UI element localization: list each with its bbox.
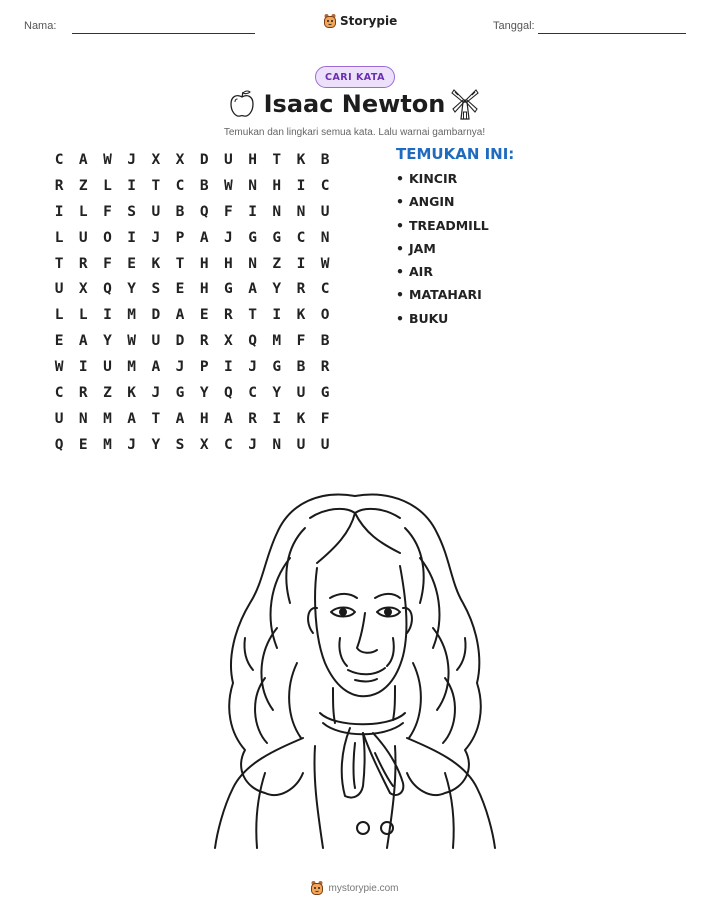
grid-letter[interactable]: M <box>272 333 282 350</box>
grid-letter[interactable]: X <box>78 281 88 298</box>
grid-letter[interactable]: G <box>224 281 233 298</box>
grid-letter[interactable]: J <box>175 359 185 376</box>
grid-letter[interactable]: I <box>127 229 137 246</box>
grid-letter[interactable]: U <box>296 384 306 401</box>
grid-letter[interactable]: T <box>248 307 257 324</box>
grid-letter[interactable]: Q <box>224 384 233 401</box>
grid-letter[interactable]: T <box>175 255 185 272</box>
grid-letter[interactable]: F <box>224 203 233 220</box>
grid-letter[interactable]: A <box>151 359 161 376</box>
grid-letter[interactable]: K <box>151 255 161 272</box>
grid-letter[interactable]: A <box>224 410 233 427</box>
windmill-icon <box>450 88 480 120</box>
grid-letter[interactable]: A <box>175 410 185 427</box>
grid-letter[interactable]: K <box>296 410 306 427</box>
grid-letter[interactable]: H <box>199 281 209 298</box>
grid-letter[interactable]: G <box>272 359 282 376</box>
grid-row <box>47 147 337 173</box>
grid-letter[interactable]: L <box>103 177 112 194</box>
grid-row <box>47 406 337 432</box>
grid-letter[interactable]: C <box>175 177 185 194</box>
grid-letter[interactable]: H <box>199 410 209 427</box>
grid-letter[interactable]: Z <box>103 384 112 401</box>
grid-letter[interactable]: T <box>151 410 161 427</box>
grid-letter[interactable]: U <box>103 359 112 376</box>
grid-letter[interactable]: N <box>272 436 282 453</box>
grid-letter[interactable]: I <box>78 359 88 376</box>
grid-letter[interactable]: R <box>54 177 64 194</box>
grid-letter[interactable]: F <box>103 203 112 220</box>
grid-letter[interactable]: C <box>320 177 330 194</box>
grid-row <box>47 328 337 354</box>
grid-letter[interactable]: U <box>320 436 330 453</box>
grid-letter[interactable]: R <box>296 281 306 298</box>
grid-letter[interactable]: C <box>54 384 64 401</box>
grid-letter[interactable]: R <box>224 307 233 324</box>
grid-letter[interactable]: J <box>248 359 257 376</box>
grid-letter[interactable]: U <box>54 410 64 427</box>
grid-letter[interactable]: N <box>296 203 306 220</box>
grid-letter[interactable]: U <box>320 203 330 220</box>
grid-letter[interactable]: H <box>272 177 282 194</box>
grid-letter[interactable]: W <box>320 255 330 272</box>
grid-letter[interactable]: J <box>127 151 137 168</box>
grid-letter[interactable]: F <box>320 410 330 427</box>
grid-letter[interactable]: Z <box>78 177 88 194</box>
grid-letter[interactable]: X <box>151 151 161 168</box>
grid-letter[interactable]: W <box>127 333 137 350</box>
grid-letter[interactable]: C <box>54 151 64 168</box>
grid-letter[interactable]: X <box>175 151 185 168</box>
grid-letter[interactable]: J <box>224 229 233 246</box>
word-list-item: • TREADMILL <box>396 218 489 241</box>
grid-letter[interactable]: C <box>320 281 330 298</box>
grid-letter[interactable]: I <box>103 307 112 324</box>
grid-letter[interactable]: K <box>127 384 137 401</box>
brand-name: Storypie <box>340 14 398 28</box>
grid-letter[interactable]: D <box>175 333 185 350</box>
word-list-item: • JAM <box>396 241 489 264</box>
grid-letter[interactable]: C <box>224 436 233 453</box>
grid-letter[interactable]: O <box>320 307 330 324</box>
grid-letter[interactable]: Q <box>54 436 64 453</box>
name-line <box>72 33 255 34</box>
grid-letter[interactable]: I <box>54 203 64 220</box>
word-search-grid <box>47 147 337 458</box>
grid-letter[interactable]: A <box>78 333 88 350</box>
grid-letter[interactable]: D <box>199 151 209 168</box>
grid-letter[interactable]: A <box>175 307 185 324</box>
grid-letter[interactable]: S <box>127 203 137 220</box>
grid-letter[interactable]: H <box>199 255 209 272</box>
grid-row <box>47 276 337 302</box>
grid-letter[interactable]: H <box>224 255 233 272</box>
grid-letter[interactable]: R <box>248 410 257 427</box>
grid-letter[interactable]: I <box>248 203 257 220</box>
grid-letter[interactable]: I <box>127 177 137 194</box>
grid-letter[interactable]: I <box>224 359 233 376</box>
grid-letter[interactable]: I <box>272 307 282 324</box>
name-label: Nama: <box>24 20 57 32</box>
grid-letter[interactable]: G <box>272 229 282 246</box>
grid-letter[interactable]: Q <box>248 333 257 350</box>
grid-letter[interactable]: T <box>272 151 282 168</box>
grid-letter[interactable]: X <box>199 436 209 453</box>
grid-letter[interactable]: G <box>248 229 257 246</box>
grid-row <box>47 251 337 277</box>
grid-letter[interactable]: U <box>151 333 161 350</box>
grid-letter[interactable]: Y <box>127 281 137 298</box>
grid-letter[interactable]: F <box>296 333 306 350</box>
grid-letter[interactable]: N <box>248 255 257 272</box>
grid-letter[interactable]: R <box>78 384 88 401</box>
date-label: Tanggal: <box>493 20 535 32</box>
grid-letter[interactable]: Q <box>103 281 112 298</box>
grid-letter[interactable]: U <box>224 151 233 168</box>
grid-letter[interactable]: E <box>127 255 137 272</box>
grid-letter[interactable]: J <box>127 436 137 453</box>
grid-letter[interactable]: U <box>151 203 161 220</box>
grid-letter[interactable]: Y <box>151 436 161 453</box>
grid-letter[interactable]: B <box>320 333 330 350</box>
grid-letter[interactable]: P <box>199 359 209 376</box>
word-list-item: • ANGIN <box>396 194 489 217</box>
grid-letter[interactable]: B <box>320 151 330 168</box>
grid-letter[interactable]: F <box>103 255 112 272</box>
grid-row <box>47 380 337 406</box>
grid-row <box>47 354 337 380</box>
grid-letter[interactable]: D <box>151 307 161 324</box>
grid-letter[interactable]: C <box>248 384 257 401</box>
grid-letter[interactable]: M <box>127 307 137 324</box>
grid-letter[interactable]: G <box>320 384 330 401</box>
grid-letter[interactable]: U <box>296 436 306 453</box>
grid-letter[interactable]: E <box>54 333 64 350</box>
grid-row <box>47 432 337 458</box>
grid-letter[interactable]: R <box>320 359 330 376</box>
grid-letter[interactable]: N <box>248 177 257 194</box>
word-list-item: • BUKU <box>396 311 489 334</box>
grid-letter[interactable]: S <box>151 281 161 298</box>
grid-letter[interactable]: I <box>296 255 306 272</box>
grid-letter[interactable]: O <box>103 229 112 246</box>
word-list-item: • KINCIR <box>396 171 489 194</box>
page-title: Isaac Newton <box>263 90 446 118</box>
grid-letter[interactable]: K <box>296 307 306 324</box>
isaac-newton-portrait <box>205 488 505 853</box>
storypie-logo-icon <box>310 880 324 896</box>
grid-letter[interactable]: N <box>320 229 330 246</box>
grid-letter[interactable]: X <box>224 333 233 350</box>
grid-letter[interactable]: M <box>103 436 112 453</box>
grid-row <box>47 173 337 199</box>
grid-row <box>47 302 337 328</box>
storypie-logo-icon <box>323 13 337 29</box>
grid-letter[interactable]: M <box>103 410 112 427</box>
grid-letter[interactable]: W <box>103 151 112 168</box>
grid-letter[interactable]: Y <box>272 281 282 298</box>
grid-letter[interactable]: Y <box>199 384 209 401</box>
grid-letter[interactable]: M <box>127 359 137 376</box>
grid-letter[interactable]: U <box>78 229 88 246</box>
grid-letter[interactable]: U <box>54 281 64 298</box>
word-list-item: • MATAHARI <box>396 287 489 310</box>
grid-letter[interactable]: A <box>78 151 88 168</box>
grid-letter[interactable]: Z <box>272 255 282 272</box>
grid-letter[interactable]: J <box>151 384 161 401</box>
grid-row <box>47 225 337 251</box>
word-list-item: • AIR <box>396 264 489 287</box>
grid-letter[interactable]: G <box>175 384 185 401</box>
grid-letter[interactable]: J <box>248 436 257 453</box>
grid-letter[interactable]: L <box>78 203 88 220</box>
brand-logo <box>323 13 397 29</box>
grid-letter[interactable]: N <box>272 203 282 220</box>
grid-letter[interactable]: W <box>54 359 64 376</box>
instructions: Temukan dan lingkari semua kata. Lalu warnai gambarnya! <box>223 127 486 138</box>
grid-letter[interactable]: B <box>199 177 209 194</box>
grid-letter[interactable]: E <box>175 281 185 298</box>
grid-letter[interactable]: Y <box>272 384 282 401</box>
grid-letter[interactable]: T <box>151 177 161 194</box>
grid-letter[interactable]: I <box>296 177 306 194</box>
grid-letter[interactable]: B <box>175 203 185 220</box>
grid-letter[interactable]: N <box>78 410 88 427</box>
grid-letter[interactable]: B <box>296 359 306 376</box>
grid-letter[interactable]: W <box>224 177 233 194</box>
grid-letter[interactable]: L <box>54 307 64 324</box>
grid-letter[interactable]: Q <box>199 203 209 220</box>
grid-letter[interactable]: C <box>296 229 306 246</box>
grid-letter[interactable]: L <box>78 307 88 324</box>
date-line <box>538 33 686 34</box>
word-list-title: TEMUKAN INI: <box>396 145 515 163</box>
grid-letter[interactable]: E <box>78 436 88 453</box>
grid-letter[interactable]: L <box>54 229 64 246</box>
word-list <box>396 171 489 334</box>
grid-letter[interactable]: H <box>248 151 257 168</box>
footer-url: mystorypie.com <box>328 882 399 894</box>
grid-letter[interactable]: R <box>78 255 88 272</box>
grid-letter[interactable]: P <box>175 229 185 246</box>
grid-letter[interactable]: A <box>199 229 209 246</box>
grid-letter[interactable]: I <box>272 410 282 427</box>
grid-letter[interactable]: E <box>199 307 209 324</box>
footer <box>0 880 709 896</box>
grid-letter[interactable]: T <box>54 255 64 272</box>
grid-letter[interactable]: J <box>151 229 161 246</box>
grid-letter[interactable]: Y <box>103 333 112 350</box>
grid-letter[interactable]: S <box>175 436 185 453</box>
grid-letter[interactable]: K <box>296 151 306 168</box>
grid-letter[interactable]: A <box>127 410 137 427</box>
grid-row <box>47 199 337 225</box>
grid-letter[interactable]: A <box>248 281 257 298</box>
activity-badge: CARI KATA <box>315 66 395 88</box>
grid-letter[interactable]: R <box>199 333 209 350</box>
